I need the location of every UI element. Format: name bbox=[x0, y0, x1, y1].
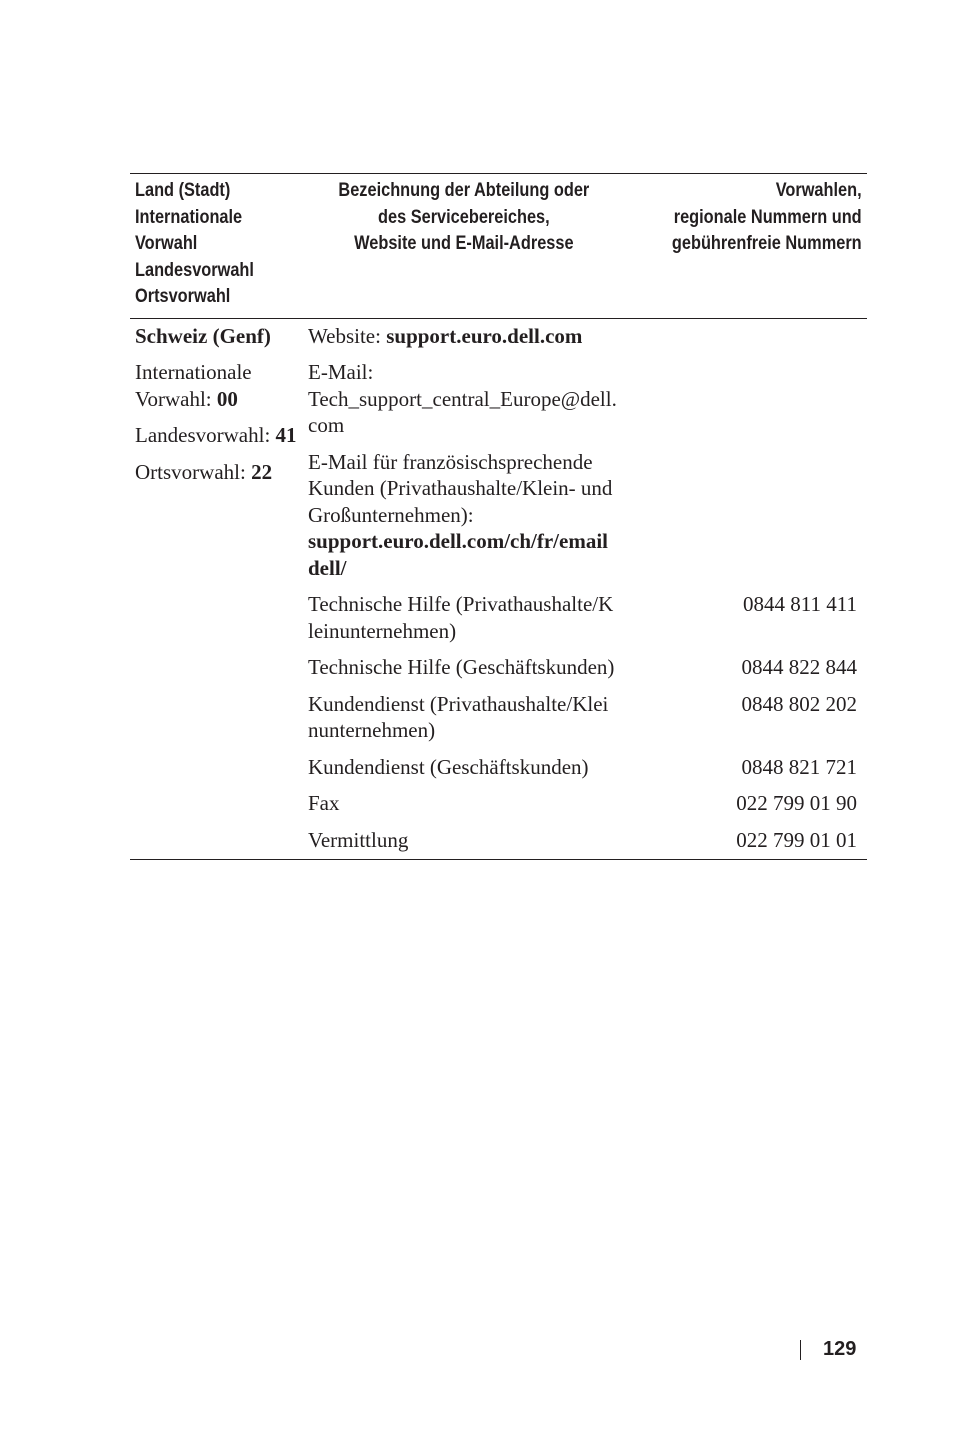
list-item: Vermittlung 022 799 01 01 bbox=[308, 817, 867, 854]
phone-number: 0844 822 844 bbox=[741, 655, 857, 679]
list-item: E-Mail für französischsprechende Kunden (Privathaushalte/Klein- und Großunternehmen): support.euro.dell.com/ch/fr/emaildell/ bbox=[308, 449, 613, 580]
phone-number: 0844 811 411 bbox=[743, 592, 857, 616]
email-form-link[interactable]: support.euro.dell.com/ch/fr/emaildell/ bbox=[308, 529, 608, 580]
entries-cell bbox=[308, 319, 867, 854]
list-item: E-Mail: Tech_support_central_Europe@dell.com bbox=[308, 360, 617, 437]
phone-number: 022 799 01 01 bbox=[736, 827, 857, 852]
page-footer bbox=[800, 1338, 856, 1361]
list-item: Kundendienst (Geschäftskunden) 0848 821 721 bbox=[308, 744, 867, 781]
phone-number: 0848 821 721 bbox=[741, 754, 857, 779]
header-numbers: Vorwahlen, regionale Nummern und gebührenfreie Nummern bbox=[672, 180, 862, 254]
header-department: Bezeichnung der Abteilung oder des Servicebereiches, Website und E-Mail-Adresse bbox=[338, 180, 590, 254]
country-code: Landesvorwahl: 41 bbox=[135, 423, 297, 447]
list-item: Kundendienst (Privathaushalte/Kleinunternehmen) 0848 802 202 bbox=[308, 681, 867, 744]
list-item: Technische Hilfe (Privathaushalte/Kleinunternehmen) 0844 811 411 bbox=[308, 581, 867, 644]
phone-number: 0848 802 202 bbox=[741, 691, 857, 716]
page-number: 129 bbox=[823, 1338, 857, 1360]
list-item: Website: support.euro.dell.com bbox=[308, 323, 583, 348]
table-header bbox=[130, 174, 867, 319]
country-name: Schweiz (Genf) bbox=[135, 323, 271, 348]
country-cell bbox=[130, 319, 308, 854]
international-code: Internationale Vorwahl: 00 bbox=[135, 360, 252, 411]
website-link[interactable]: support.euro.dell.com bbox=[386, 323, 583, 348]
list-item: Technische Hilfe (Geschäftskunden) 0844 822 844 bbox=[308, 644, 867, 681]
table-row bbox=[130, 319, 867, 860]
footer-divider bbox=[800, 1340, 801, 1360]
fax-number: 022 799 01 90 bbox=[736, 791, 857, 815]
city-code: Ortsvorwahl: 22 bbox=[135, 459, 273, 484]
contact-table bbox=[130, 173, 867, 860]
email-link[interactable]: Tech_support_central_Europe@dell.com bbox=[308, 386, 617, 437]
list-item: Fax 022 799 01 90 bbox=[308, 780, 867, 817]
header-country: Land (Stadt) Internationale Vorwahl Landesvorwahl Ortsvorwahl bbox=[135, 180, 254, 307]
